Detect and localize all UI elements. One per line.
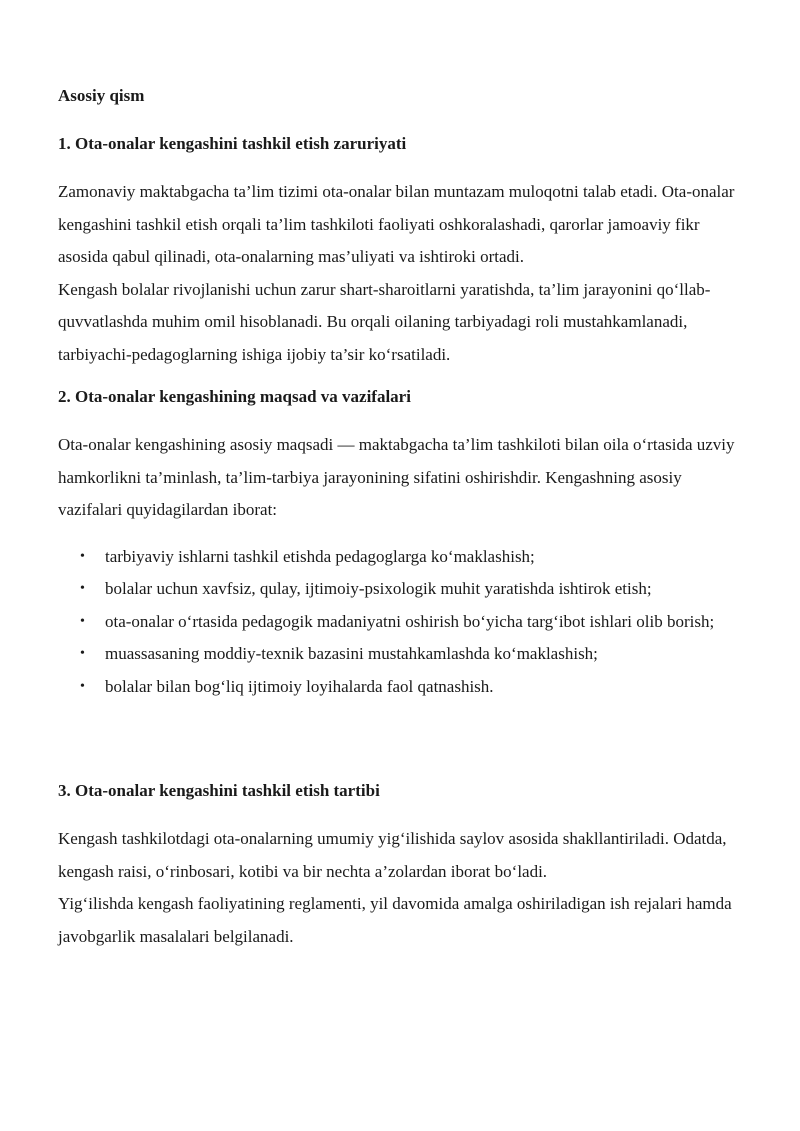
- bullet-icon: •: [80, 646, 85, 661]
- list-item-text: bolalar uchun xavfsiz, qulay, ijtimoiy-psixologik muhit yaratishda ishtirok etish;: [105, 579, 652, 598]
- section-2-heading: 2. Ota-onalar kengashining maqsad va vazifalari: [58, 387, 411, 406]
- section-2-paragraph-1: Ota-onalar kengashining asosiy maqsadi — maktabgacha ta’lim tashkiloti bilan oila o‘rtasida uzviy hamkorlikni ta’minlash, ta’lim-tarbiya jarayonining sifatini oshirishdir. Kengashning asosiy vazifalari quyidagilardan iborat:: [58, 435, 735, 519]
- section-3-heading: 3. Ota-onalar kengashini tashkil etish tartibi: [58, 781, 380, 800]
- section-1-paragraph-2: Kengash bolalar rivojlanishi uchun zarur shart-sharoitlarni yaratishda, ta’lim jarayonini qo‘llab-quvvatlashda muhim omil hisoblanadi. Bu orqali oilaning tarbiyadagi roli mustahkamlanadi, tarbiyachi-pedagoglarning ishiga ijobiy ta’sir ko‘rsatiladi.: [58, 279, 711, 364]
- tasks-list: [58, 541, 740, 704]
- list-item-text: ota-onalar o‘rtasida pedagogik madaniyatni oshirish bo‘yicha targ‘ibot ishlari olib borish;: [105, 611, 715, 631]
- list-item: [58, 541, 740, 574]
- list-item-text: bolalar bilan bog‘liq ijtimoiy loyihalarda faol qatnashish.: [105, 676, 494, 696]
- section-3-paragraph-2: Yig‘ilishda kengash faoliyatining reglamenti, yil davomida amalga oshiriladigan ish rejalari hamda javobgarlik masalalari belgilanadi.: [58, 894, 732, 946]
- section-1-paragraph-1: Zamonaviy maktabgacha ta’lim tizimi ota-onalar bilan muntazam muloqotni talab etadi. Ota-onalar kengashini tashkil etish orqali ta’lim tashkiloti faoliyati oshkoralashadi, qarorlar jamoaviy fikr asosida qabul qilinadi, ota-onalarning mas’uliyati va ishtiroki ortadi.: [58, 182, 735, 266]
- bullet-icon: •: [80, 581, 85, 596]
- section-1-heading: 1. Ota-onalar kengashini tashkil etish zaruriyati: [58, 134, 407, 153]
- list-item: [58, 573, 740, 606]
- list-item-text: tarbiyaviy ishlarni tashkil etishda pedagoglarga ko‘maklashish;: [105, 546, 535, 566]
- list-item-text: muassasaning moddiy-texnik bazasini mustahkamlashda ko‘maklashish;: [105, 644, 598, 663]
- section-3-paragraph-1: Kengash tashkilotdagi ota-onalarning umumiy yig‘ilishida saylov asosida shakllantiriladi. Odatda, kengash raisi, o‘rinbosari, kotibi va bir nechta a’zolardan iborat bo‘ladi.: [58, 829, 727, 881]
- list-item: [58, 671, 740, 704]
- list-item: [58, 638, 740, 671]
- bullet-icon: •: [80, 613, 85, 629]
- bullet-icon: •: [80, 678, 85, 694]
- document-title: Asosiy qism: [58, 86, 145, 105]
- list-item: [58, 606, 740, 639]
- bullet-icon: •: [80, 548, 85, 564]
